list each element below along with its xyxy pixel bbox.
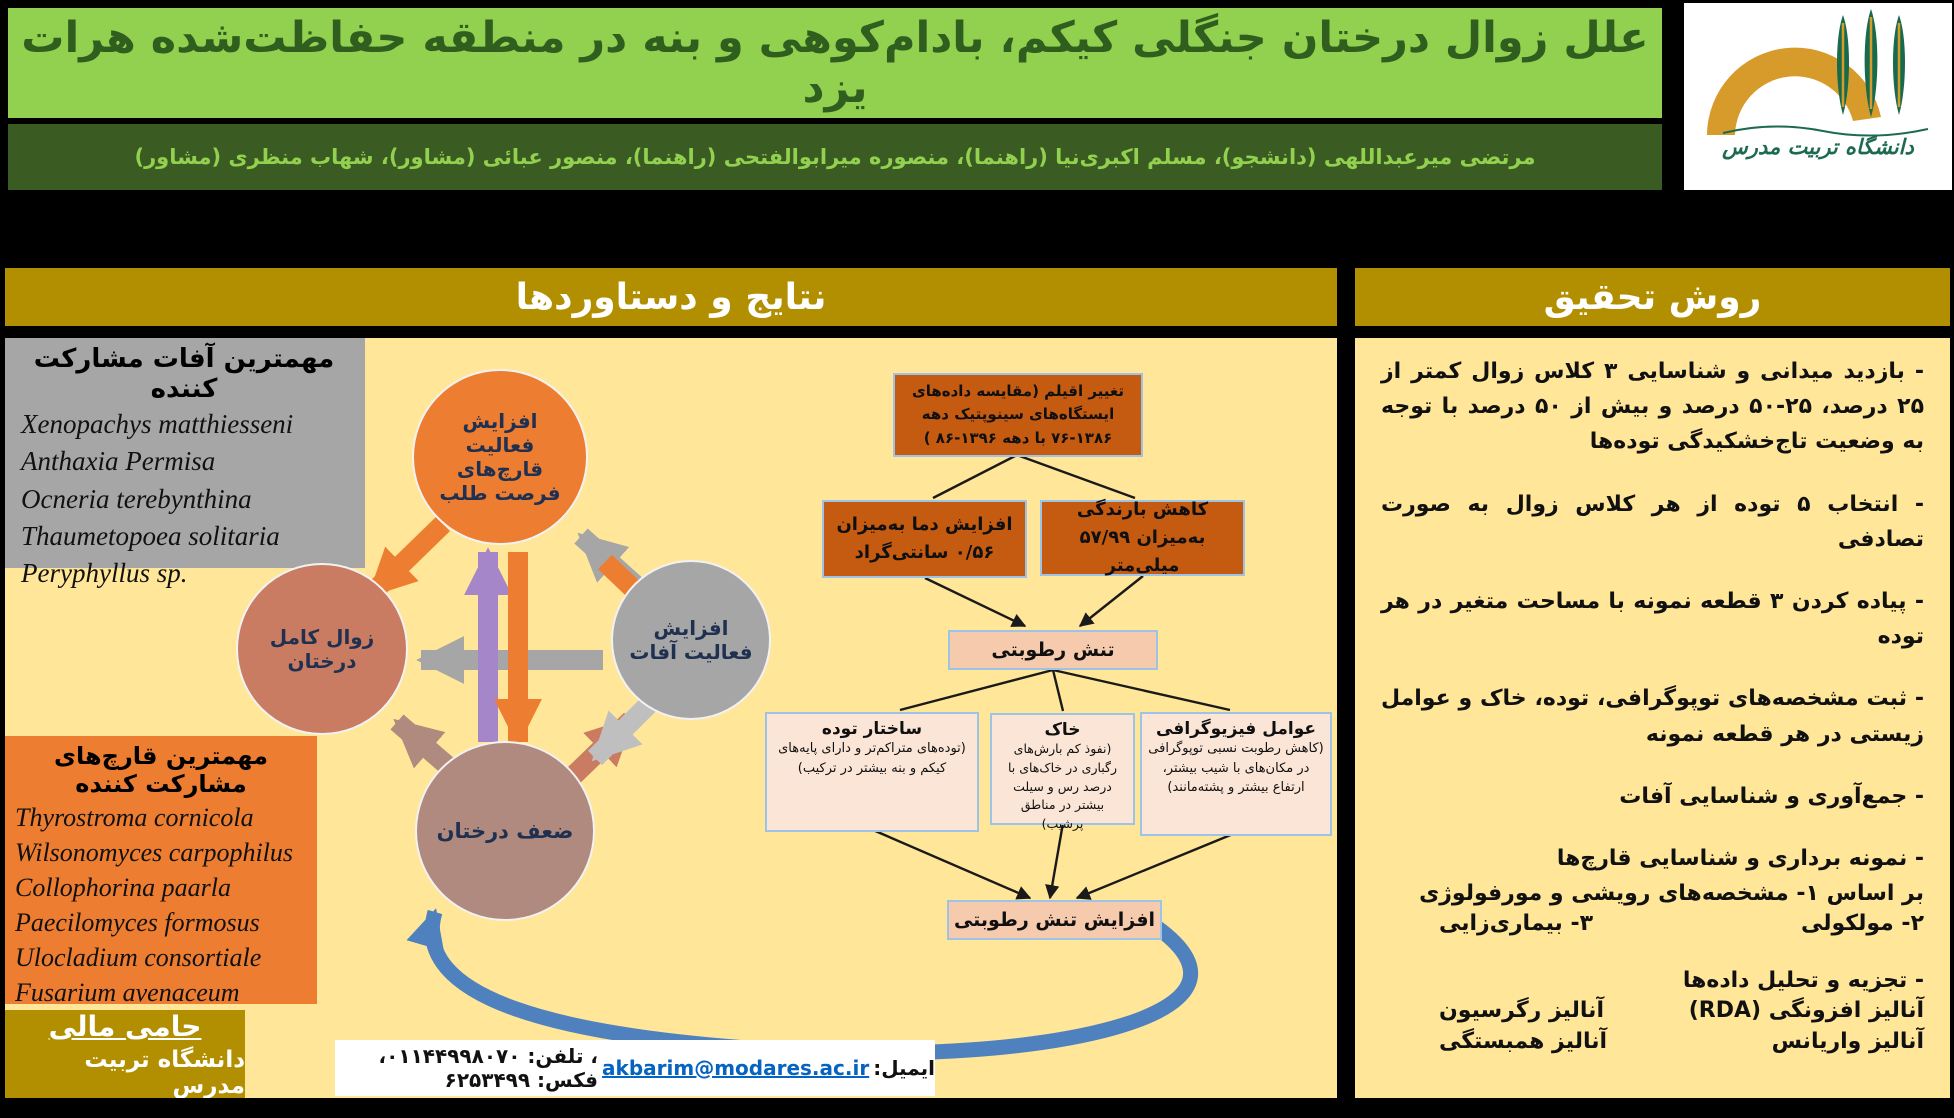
line-moisture-physio	[1053, 670, 1230, 710]
stand-structure-title: ساختار توده	[821, 719, 923, 739]
fungus-species-4: Paecilomyces formosus	[15, 908, 260, 938]
university-logo	[1693, 7, 1943, 139]
pest-species-4: Thaumetopoea solitaria	[21, 520, 280, 551]
method-analysis-row-1	[1381, 998, 1924, 1023]
flow-stand-structure-box	[765, 712, 979, 832]
methods-section-title: روش تحقیق	[1543, 276, 1762, 318]
method-item-recording: - ثبت مشخصه‌های توپوگرافی، توده، خاک و عوامل زیستی در هر قطعه نمونه	[1381, 686, 1924, 747]
email-link[interactable]: akbarim@modares.ac.ir	[602, 1056, 870, 1080]
physiographic-note: (کاهش رطوبت نسبی توپوگرافی در مکان‌های با شیب بیشتر، ارتفاع بیشتر و پشته‌مانند)	[1148, 741, 1324, 795]
method-item-field-survey: - بازدید میدانی و شناسایی ۳ کلاس زوال کمتر از ۲۵ درصد، ۲۵-۵۰ درصد و بیش از ۵۰ درصد با توجه به وضعیت تاج‌خشکیدگی توده‌ها	[1381, 359, 1924, 455]
fungus-species-2: Wilsonomyces carpophilus	[15, 838, 294, 868]
method-fungi-criteria-row	[1381, 911, 1924, 936]
method-rda-analysis: آنالیز افزونگی (RDA)	[1688, 998, 1924, 1024]
flow-temperature-box: افزایش دما به‌میزان ۰/۵۶ سانتی‌گراد	[822, 500, 1027, 578]
method-regression-analysis: آنالیز رگرسیون	[1439, 998, 1604, 1024]
method-item-pest-collection: - جمع‌آوری و شناسایی آفات	[1619, 783, 1924, 809]
authors-line: مرتضی میرعبداللهی (دانشجو)، مسلم اکبری‌نیا (راهنما)، منصوره میرابوالفتحی (راهنما)، منصور عبائی (مشاور)، شهاب منظری (مشاور)	[134, 145, 1536, 169]
method-fungi-basis: بر اساس ۱- مشخصه‌های رویشی و مورفولوژی	[1419, 881, 1924, 907]
pest-species-5: Peryphyllus sp.	[21, 558, 188, 588]
fungus-species-5: Ulocladium consortiale	[15, 943, 262, 973]
flow-soil-box	[990, 713, 1135, 831]
results-section-header	[5, 268, 1337, 326]
method-item-sample-plots: - پیاده کردن ۳ قطعه نمونه با مساحت متغیر در هر توده	[1381, 588, 1924, 650]
line-stand-increase	[873, 830, 1030, 898]
arrow-pests-to-weakness	[595, 704, 649, 758]
arrow-fungi-to-decline	[371, 524, 443, 594]
pest-species-3: Ocneria terebynthina	[21, 483, 252, 514]
line-moisture-soil	[1053, 670, 1063, 711]
fungus-species-1: Thyrostroma cornicola	[15, 803, 254, 832]
sponsor-name: دانشگاه تربیت مدرس	[84, 1046, 245, 1098]
method-item-data-analysis: - تجزیه و تحلیل داده‌ها	[1682, 968, 1924, 994]
method-correlation-analysis: آنالیز همبستگی	[1439, 1029, 1608, 1055]
fungi-list-box	[5, 736, 317, 1008]
sponsor-heading: حامی مالی	[48, 1009, 202, 1043]
logo-caption: دانشگاه تربیت مدرس	[1722, 135, 1914, 159]
circle-complete-decline: زوال کامل درختان	[236, 563, 408, 735]
methods-section-header	[1355, 268, 1950, 326]
results-panel	[5, 338, 1337, 1098]
logo-arch	[1707, 48, 1881, 135]
circle-tree-weakness: ضعف درختان	[415, 741, 595, 921]
line-soil-increase	[1050, 823, 1063, 898]
flow-moisture-increase-box: افزایش تنش رطوبتی	[947, 900, 1162, 940]
flow-moisture-stress-box: تنش رطوبتی	[948, 630, 1158, 670]
stand-structure-note: (توده‌های متراکم‌تر و دارای پایه‌های کیکم و بنه بیشتر در ترکیب)	[778, 741, 966, 776]
method-item-stand-selection: - انتخاب ۵ توده از هر کلاس زوال به صورت تصادفی	[1381, 491, 1924, 552]
flow-rainfall-box: کاهش بارندگی به‌میزان ۵۷/۹۹ میلی‌متر	[1040, 500, 1245, 576]
soil-title: خاک	[1044, 720, 1081, 740]
pests-list-heading: مهمترین آفات مشارکت کننده	[33, 344, 335, 404]
pest-species-1: Xenopachys matthiesseni	[21, 409, 294, 439]
pests-list-box	[5, 338, 365, 588]
flow-climate-change-box: تغییر اقیلم (مقایسه داده‌های ایستگاه‌های سینوپتیک دهه ۱۳۸۶-۷۶ با دهه ۱۳۹۶-۸۶ )	[893, 373, 1143, 457]
pest-species-2: Anthaxia Permisa	[21, 446, 216, 477]
fungus-species-6: Fusarium avenaceum	[15, 978, 240, 1008]
title-banner	[8, 8, 1662, 118]
fungus-species-3: Collophorina paarla	[15, 873, 231, 903]
circle-pest-activity: افزایش فعالیت آفات	[611, 560, 771, 720]
physiographic-title: عوامل فیزیوگرافی	[1155, 719, 1317, 739]
line-rain-moisture	[1080, 576, 1143, 626]
contact-bar	[335, 1040, 935, 1096]
line-physio-increase	[1077, 834, 1233, 898]
results-section-title: نتایج و دستاوردها	[515, 276, 827, 318]
line-climate-rain	[1017, 455, 1135, 498]
line-climate-temp	[933, 455, 1017, 498]
email-label: ایمیل:	[873, 1056, 935, 1080]
methods-panel	[1355, 338, 1950, 1098]
university-logo-box	[1684, 3, 1952, 190]
line-temp-moisture	[925, 578, 1025, 626]
method-variance-analysis: آنالیز واریانس	[1771, 1029, 1924, 1055]
method-item-fungi-sampling: - نمونه برداری و شناسایی قارچ‌ها	[1556, 845, 1924, 871]
authors-banner	[8, 124, 1662, 190]
soil-note: (نفوذ کم بارش‌های رگباری در خاک‌های با درصد رس و سیلت بیشتر در مناطق پرشیب)	[1007, 741, 1118, 831]
phone-fax-text: ، تلفن: ۰۱۱۴۴۹۹۸۰۷۰، فکس: ۶۲۵۳۴۹۹	[378, 1044, 599, 1092]
sponsor-box	[5, 1010, 245, 1098]
method-molecular: ۲- مولکولی	[1800, 911, 1924, 937]
fungi-list-heading: مهمترین قارچ‌های مشارکت کننده	[54, 742, 268, 798]
line-moisture-stand	[900, 670, 1053, 710]
circle-opportunistic-fungi: افزایش فعالیت قارچ‌های فرصت طلب	[412, 369, 588, 545]
method-analysis-row-2	[1381, 1029, 1924, 1054]
method-pathogenicity: ۳- بیماری‌زایی	[1439, 911, 1594, 937]
flow-physiographic-box	[1140, 712, 1332, 836]
poster-title: علل زوال درختان جنگلی کیکم، بادام‌کوهی و بنه در منطقه حفاظت‌شده هرات یزد	[21, 13, 1649, 113]
